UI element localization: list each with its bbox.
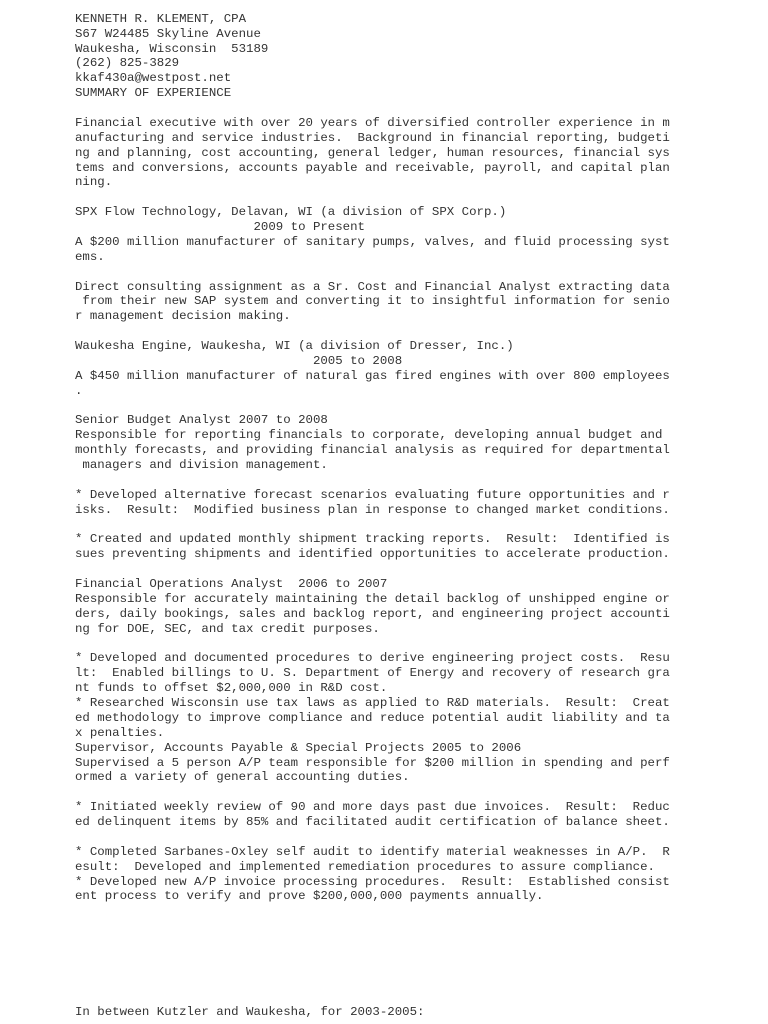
spx-role-line: from their new SAP system and converting it to insightful information for senio xyxy=(75,294,670,308)
bullet-line: * Created and updated monthly shipment tracking reports. Result: Identified is xyxy=(75,532,670,546)
waukesha-description-line: A $450 million manufacturer of natural gas fired engines with over 800 employees xyxy=(75,369,670,383)
job-description-line: ormed a variety of general accounting duties. xyxy=(75,770,410,784)
job-description-line: Responsible for reporting financials to corporate, developing annual budget and xyxy=(75,428,663,442)
bullet-line: * Researched Wisconsin use tax laws as applied to R&D materials. Result: Creat xyxy=(75,696,670,710)
email-line: kkaf430a@westpost.net xyxy=(75,71,232,85)
bullet-line: esult: Developed and implemented remediation procedures to assure compliance. xyxy=(75,860,655,874)
bullet-line: sues preventing shipments and identified opportunities to accelerate production. xyxy=(75,547,670,561)
spx-role-line: r management decision making. xyxy=(75,309,291,323)
summary-text-line: anufacturing and service industries. Background in financial reporting, budgeti xyxy=(75,131,670,145)
bullet-line: * Completed Sarbanes-Oxley self audit to identify material weaknesses in A/P. R xyxy=(75,845,670,859)
summary-text-line: ning. xyxy=(75,175,113,189)
bullet-line: * Initiated weekly review of 90 and more days past due invoices. Result: Reduc xyxy=(75,800,670,814)
bullet-line: ed methodology to improve compliance and reduce potential audit liability and ta xyxy=(75,711,670,725)
bullet-line: * Developed alternative forecast scenarios evaluating future opportunities and r xyxy=(75,488,670,502)
name-line: KENNETH R. KLEMENT, CPA xyxy=(75,12,247,26)
bullet-line: * Developed and documented procedures to derive engineering project costs. Resu xyxy=(75,651,670,665)
bullet-line: isks. Result: Modified business plan in response to changed market conditions. xyxy=(75,503,670,517)
job-description-line: Responsible for accurately maintaining the detail backlog of unshipped engine or xyxy=(75,592,670,606)
city-state-zip-line: Waukesha, Wisconsin 53189 xyxy=(75,42,269,56)
job-description-line: managers and division management. xyxy=(75,458,328,472)
job-description-line: ng for DOE, SEC, and tax credit purposes. xyxy=(75,622,380,636)
bullet-line: nt funds to offset $2,000,000 in R&D cost. xyxy=(75,681,388,695)
employer-waukesha-line: Waukesha Engine, Waukesha, WI (a division of Dresser, Inc.) xyxy=(75,339,514,353)
bullet-line: x penalties. xyxy=(75,726,165,740)
job-description-line: monthly forecasts, and providing financial analysis as required for departmental xyxy=(75,443,670,457)
spx-role-line: Direct consulting assignment as a Sr. Cost and Financial Analyst extracting data xyxy=(75,280,670,294)
bullet-line: lt: Enabled billings to U. S. Department of Energy and recovery of research gra xyxy=(75,666,670,680)
job-title-line: Supervisor, Accounts Payable & Special Projects 2005 to 2006 xyxy=(75,741,522,755)
closing-note-line: In between Kutzler and Waukesha, for 2003-2005: xyxy=(75,1005,425,1019)
spx-description-line: A $200 million manufacturer of sanitary pumps, valves, and fluid processing syst xyxy=(75,235,670,249)
dates-spx-line: 2009 to Present xyxy=(75,220,365,234)
employer-spx-line: SPX Flow Technology, Delavan, WI (a division of SPX Corp.) xyxy=(75,205,507,219)
summary-text-line: ng and planning, cost accounting, general ledger, human resources, financial sys xyxy=(75,146,670,160)
job-description-line: Supervised a 5 person A/P team responsible for $200 million in spending and perf xyxy=(75,756,670,770)
waukesha-description-line: . xyxy=(75,384,83,398)
job-title-line: Senior Budget Analyst 2007 to 2008 xyxy=(75,413,328,427)
dates-waukesha-line: 2005 to 2008 xyxy=(75,354,403,368)
summary-text-line: Financial executive with over 20 years of diversified controller experience in m xyxy=(75,116,670,130)
bullet-line: ed delinquent items by 85% and facilitated audit certification of balance sheet. xyxy=(75,815,670,829)
summary-heading: SUMMARY OF EXPERIENCE xyxy=(75,86,232,100)
phone-line: (262) 825-3829 xyxy=(75,56,180,70)
job-description-line: ders, daily bookings, sales and backlog report, and engineering project accounti xyxy=(75,607,670,621)
spx-description-line: ems. xyxy=(75,250,105,264)
job-title-line: Financial Operations Analyst 2006 to 2007 xyxy=(75,577,388,591)
bullet-line: ent process to verify and prove $200,000,000 payments annually. xyxy=(75,889,544,903)
summary-text-line: tems and conversions, accounts payable and receivable, payroll, and capital plan xyxy=(75,161,670,175)
address-line: S67 W24485 Skyline Avenue xyxy=(75,27,261,41)
bullet-line: * Developed new A/P invoice processing procedures. Result: Established consist xyxy=(75,875,670,889)
